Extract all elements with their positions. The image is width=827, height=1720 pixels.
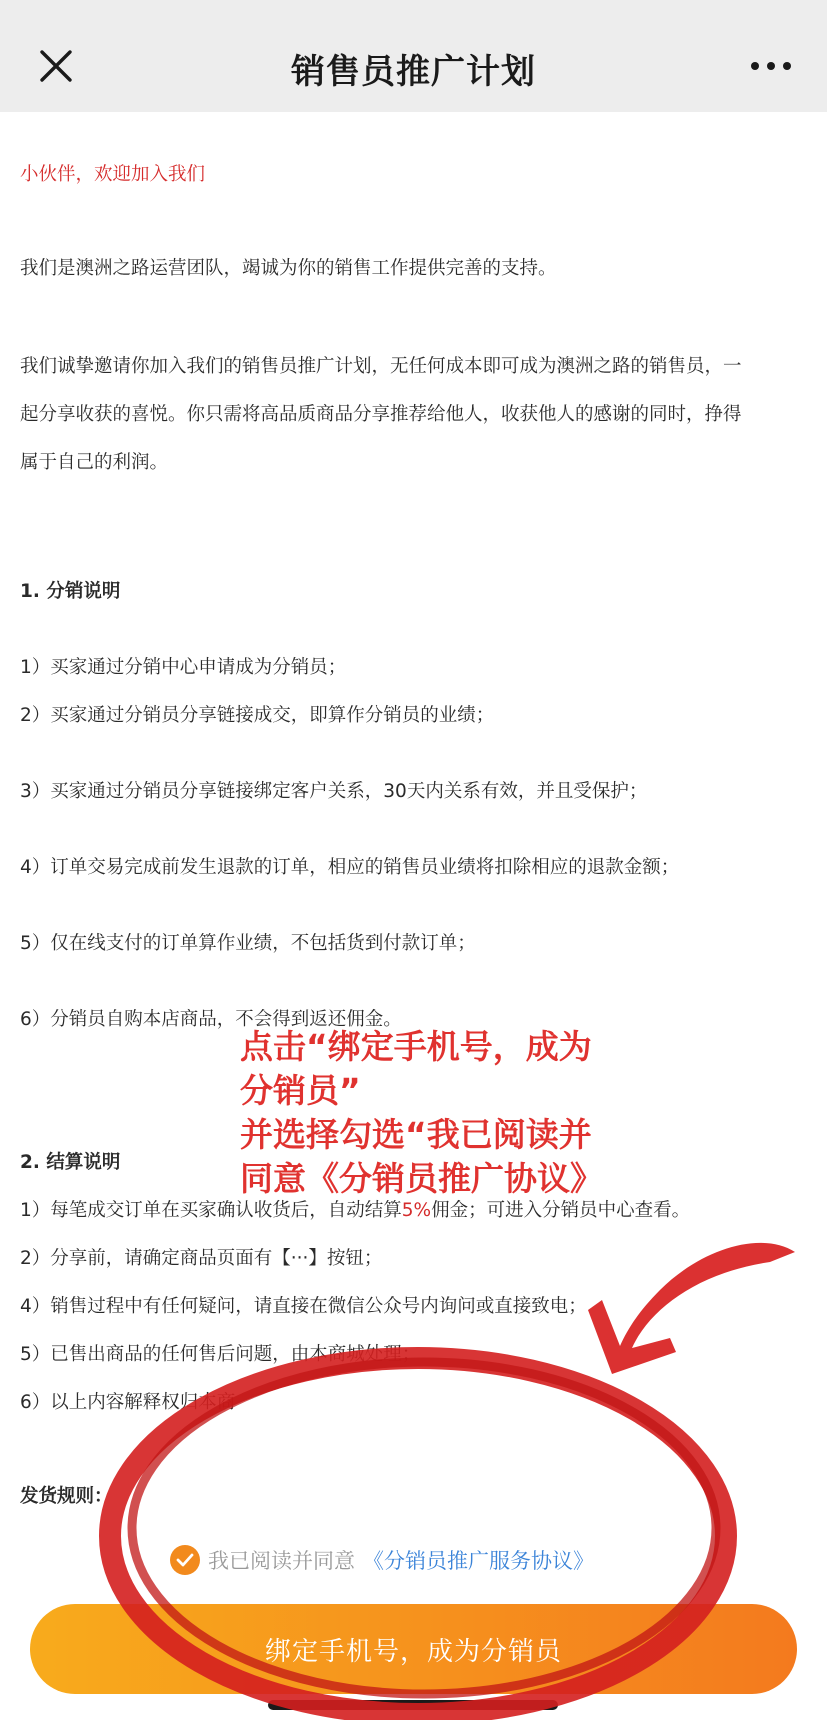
agreement-link[interactable]: 《分销员推广服务协议》 — [363, 1549, 594, 1573]
list-item: 6）以上内容解释权归本商 — [20, 1392, 236, 1413]
commission-percent: 5% — [401, 1200, 432, 1221]
more-icon[interactable] — [749, 58, 793, 74]
shipping-heading: 发货规则： — [20, 1486, 113, 1507]
item-text: 1）每笔成交订单在买家确认收货后，自动结算 — [20, 1200, 402, 1221]
page-title: 销售员推广计划 — [291, 52, 536, 92]
section1-heading: 1. 分销说明 — [20, 581, 121, 602]
annotation-line: 同意《分销员推广协议》 — [240, 1159, 603, 1198]
annotation-instruction — [240, 1025, 640, 1201]
annotation-line: 点击“绑定手机号，成为 — [240, 1027, 592, 1066]
invite-line-2: 起分享收获的喜悦。你只需将高品质商品分享推荐给他人，收获他人的感谢的同时，挣得 — [20, 404, 742, 425]
list-item: 3）买家通过分销员分享链接绑定客户关系，30天内关系有效，并且受保护； — [20, 781, 648, 802]
intro-paragraph: 我们是澳洲之路运营团队，竭诚为你的销售工作提供完善的支持。 — [20, 258, 557, 279]
list-item: 2）分享前，请确定商品页面有【···】按钮； — [20, 1248, 383, 1269]
annotation-line: 并选择勾选“我已阅读并 — [240, 1115, 592, 1154]
nav-bar — [0, 0, 827, 112]
list-item: 2）买家通过分销员分享链接成交，即算作分销员的业绩； — [20, 705, 495, 726]
annotation-line: 分销员” — [240, 1071, 361, 1110]
checkbox-checked-icon[interactable] — [170, 1545, 200, 1575]
agreement-row[interactable] — [170, 1540, 594, 1580]
item-text: 佣金；可进入分销员中心查看。 — [431, 1200, 691, 1221]
list-item: 5）仅在线支付的订单算作业绩，不包括货到付款订单； — [20, 933, 476, 954]
list-item: 1）买家通过分销中心申请成为分销员； — [20, 657, 347, 678]
greeting: 小伙伴，欢迎加入我们 — [20, 164, 206, 185]
agreement-label: 我已阅读并同意 — [208, 1549, 355, 1573]
section2-heading: 2. 结算说明 — [20, 1152, 121, 1173]
invite-line-3: 属于自己的利润。 — [20, 452, 169, 473]
invite-line-1: 我们诚挚邀请你加入我们的销售员推广计划，无任何成本即可成为澳洲之路的销售员，一 — [20, 356, 742, 377]
list-item: 4）销售过程中有任何疑问，请直接在微信公众号内询问或直接致电； — [20, 1296, 587, 1317]
annotation-arrow-icon — [588, 1243, 795, 1374]
bind-phone-button[interactable]: 绑定手机号，成为分销员 — [30, 1604, 797, 1694]
home-indicator — [268, 1700, 558, 1710]
list-item: 6）分销员自购本店商品，不会得到返还佣金。 — [20, 1009, 402, 1030]
list-item: 5）已售出商品的任何售后问题，由本商城处理； — [20, 1344, 421, 1365]
list-item: 4）订单交易完成前发生退款的订单，相应的销售员业绩将扣除相应的退款金额； — [20, 857, 680, 878]
